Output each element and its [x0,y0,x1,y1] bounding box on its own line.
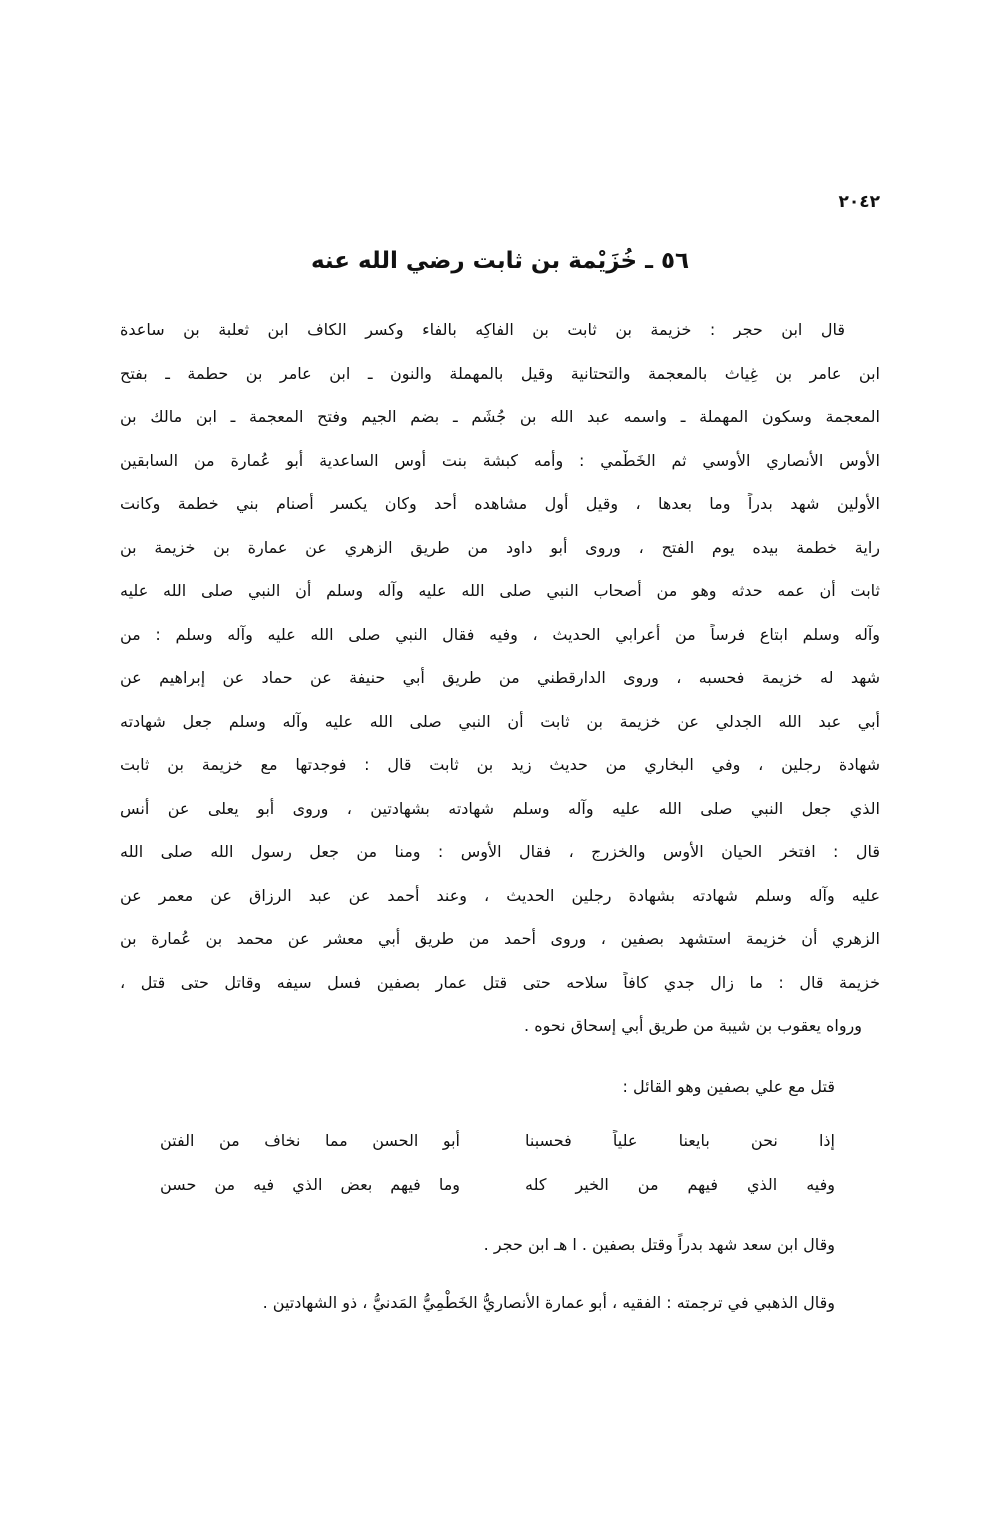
paragraph-line: عليه وآله وسلم شهادته بشهادة رجلين الحديث ، وعند أحمد عن عبد الرزاق عن معمر عن [120,885,880,905]
paragraph-line: وآله وسلم ابتاع فرساً من أعرابي الحديث ، وفيه فقال النبي صلى الله عليه وآله وسلم : من [120,624,880,644]
ibn-saad-line: وقال ابن سعد شهد بدراً وقتل بصفين . ا هـ ابن حجر . [483,1235,835,1254]
verse-2-first-hemistich: وفيه الذي فيهم من الخير كله [525,1175,835,1194]
paragraph-line: الأولين شهد بدراً وما بعدها ، وقيل أول مشاهده أحد وكان يكسر أصنام بني خطمة وكانت [120,494,880,513]
paragraph-line: ورواه يعقوب بن شيبة من طريق أبي إسحاق نحوه . [524,1016,862,1035]
paragraph-line: شهادة رجلين ، وفي البخاري من حديث زيد بن ثابت قال : فوجدتها مع خزيمة بن ثابت [120,755,880,774]
verse-2-second-hemistich: وما فيهم بعض الذي فيه من حسن [160,1175,460,1194]
paragraph-line: أبي عبد الله الجدلي عن خزيمة بن ثابت أن النبي صلى الله عليه وآله وسلم جعل شهادته [120,711,880,731]
section-title: ٥٦ ـ خُزَيْمة بن ثابت رضي الله عنه [310,248,690,274]
page-number: ٢٠٤٢ [838,192,880,212]
poem-intro: قتل مع علي بصفين وهو القائل : [622,1077,835,1096]
paragraph-line: المعجمة وسكون المهملة ـ واسمه عبد الله بن جُشَم ـ بضم الجيم وفتح المعجمة ـ ابن مالك بن [120,407,880,426]
dhahabi-line: وقال الذهبي في ترجمته : الفقيه ، أبو عمارة الأنصاريُّ الخَطْمِيُّ المَدنيُّ ، ذو الشهادتين . [262,1293,835,1312]
paragraph-line: ابن عامر بن غِياث بالمعجمة والتحتانية وقيل بالمهملة والنون ـ ابن عامر بن حطمة ـ بفتح [120,363,880,383]
paragraph-line: راية خطمة بيده يوم الفتح ، وروى أبو داود من طريق الزهري عن عمارة بن خزيمة بن [120,537,880,557]
paragraph-line: الزهري أن خزيمة استشهد بصفين ، وروى أحمد من طريق أبي معشر عن محمد بن عُمارة بن [120,929,880,948]
paragraph-line: خزيمة قال : ما زال جدي كافاً سلاحه حتى قتل عمار بصفين فسل سيفه وقاتل حتى قتل ، [120,972,880,992]
paragraph-line: الأوس الأنصاري الأوسي ثم الخَطْمي : وأمه كبشة بنت أوس الساعدية أبو عُمارة من السابقين [120,450,880,470]
paragraph-line: شهد له خزيمة فحسبه ، وروى الدارقطني من طريق أبي حنيفة عن حماد عن إبراهيم عن [120,668,880,687]
verse-1-first-hemistich: إذا نحن بايعنا علياً فحسبنا [525,1131,835,1150]
paragraph-line: قال : افتخر الحيان الأوس والخزرج ، فقال الأوس : ومنا من جعل رسول الله صلى الله [120,842,880,861]
verse-1-second-hemistich: أبو الحسن مما نخاف من الفتن [160,1131,460,1150]
paragraph-line: قال ابن حجر : خزيمة بن ثابت بن الفاكِه بالفاء وكسر الكاف ابن ثعلبة بن ساعدة [120,320,845,339]
paragraph-line: ثابت أن عمه حدثه وهو من أصحاب النبي صلى الله عليه وآله وسلم أن النبي صلى الله عليه [120,581,880,600]
paragraph-line: الذي جعل النبي صلى الله عليه وآله وسلم شهادته بشهادتين ، وروى أبو يعلى عن أنس [120,798,880,818]
